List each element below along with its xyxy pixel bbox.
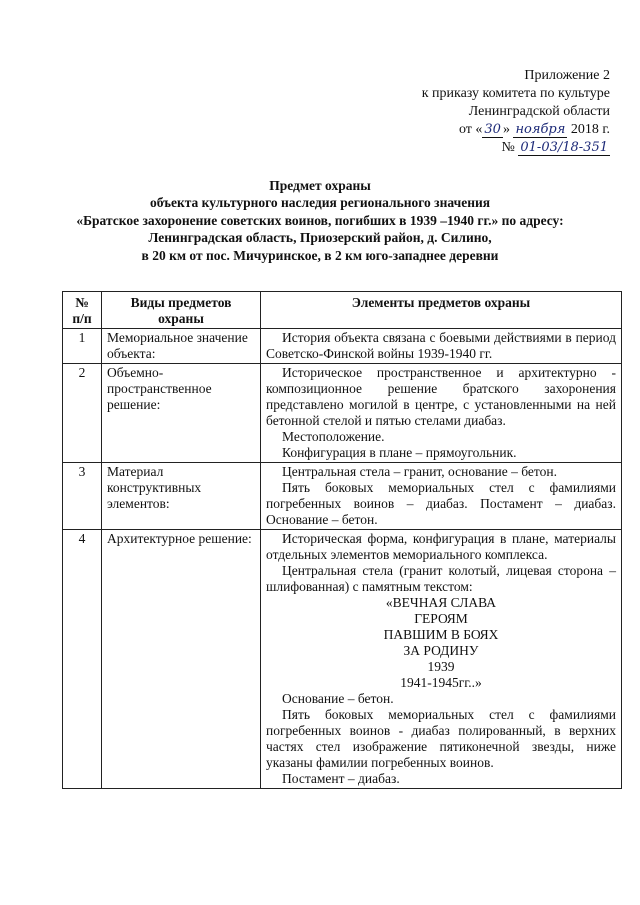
element-text: Основание – бетон. <box>282 691 394 706</box>
date-month: ноября <box>515 122 566 137</box>
date-mid: » <box>502 122 514 137</box>
table-row <box>63 329 622 364</box>
inscription-line: «ВЕЧНАЯ СЛАВА <box>385 595 497 610</box>
row-kind: Материал конструктивных элементов: <box>102 463 261 530</box>
element-text: Историческое пространственное и архитектурно - композиционное решение братского захоронения представлено могилой в центре, с установленными на ней бетонной стелой и пятью стелами диабаз. <box>266 365 616 428</box>
row-kind: Объемно-пространственное решение: <box>102 364 261 463</box>
element-text: Местоположение. <box>282 429 385 444</box>
date-year: 2018 г. <box>567 122 610 137</box>
element-text: Центральная стела – гранит, основание – бетон. <box>282 464 557 479</box>
table-row <box>63 530 622 789</box>
header-num: № п/п <box>63 292 102 329</box>
appendix-line2: к приказу комитета по культуре <box>421 86 610 101</box>
inscription-line: 1939 <box>427 659 455 674</box>
appendix-block <box>422 67 610 157</box>
row-kind: Мемориальное значение объекта: <box>102 329 261 364</box>
appendix-line3: Ленинградской области <box>468 104 610 119</box>
title-line: объекта культурного наследия регионального значения <box>149 195 491 211</box>
element-text: Историческая форма, конфигурация в плане, материалы отдельных элементов мемориального комплекса. <box>266 531 616 562</box>
element-text: Пять боковых мемориальных стел с фамилиями погребенных воинов – диабаз. Постамент – диабаз. Основание – бетон. <box>266 480 616 527</box>
memorial-inscription <box>266 595 616 691</box>
element-text: Центральная стела (гранит колотый, лицевая сторона – шлифованная) с памятным текстом: <box>266 563 616 594</box>
row-elements <box>261 364 622 463</box>
element-text: Постамент – диабаз. <box>282 771 400 786</box>
row-kind: Архитектурное решение: <box>102 530 261 789</box>
title-line: в 20 км от пос. Мичуринское, в 2 км юго-западнее деревни <box>141 247 499 263</box>
row-elements <box>261 530 622 789</box>
document-title <box>0 177 640 264</box>
header-elements: Элементы предметов охраны <box>261 292 622 329</box>
row-num: 1 <box>63 329 102 364</box>
date-prefix: от « <box>458 122 483 137</box>
date-day: 30 <box>484 122 501 137</box>
inscription-line: 1941-1945гг..» <box>400 675 482 690</box>
number-value: 01-03/18-351 <box>520 140 608 155</box>
row-num: 2 <box>63 364 102 463</box>
row-elements <box>261 463 622 530</box>
table-header-row <box>63 292 622 329</box>
row-num: 4 <box>63 530 102 789</box>
order-date <box>422 121 610 139</box>
table-row <box>63 463 622 530</box>
order-number <box>422 139 610 157</box>
header-kind: Виды предметов охраны <box>102 292 261 329</box>
inscription-line: ЗА РОДИНУ <box>403 643 479 658</box>
title-line: «Братское захоронение советских воинов, погибших в 1939 –1940 гг.» по адресу: <box>76 212 564 228</box>
element-text: Пять боковых мемориальных стел с фамилиями погребенных воинов - диабаз полированный, в верхних частях стел изображение пятиконечной звезды, ниже указаны фамилии погребенных воинов. <box>266 707 616 770</box>
protection-table <box>62 291 622 789</box>
row-num: 3 <box>63 463 102 530</box>
inscription-line: ПАВШИМ В БОЯХ <box>383 627 499 642</box>
row-elements <box>261 329 622 364</box>
inscription-line: ГЕРОЯМ <box>414 611 468 626</box>
appendix-line1: Приложение 2 <box>524 68 610 83</box>
title-line: Предмет охраны <box>269 178 371 193</box>
element-text: История объекта связана с боевыми действиями в период Советско-Финской войны 1939-1940 гг. <box>266 330 616 361</box>
table-row <box>63 364 622 463</box>
title-line: Ленинградская область, Приозерский район, д. Силино, <box>148 230 492 246</box>
element-text: Конфигурация в плане – прямоугольник. <box>282 445 517 460</box>
number-prefix: № <box>501 140 519 155</box>
